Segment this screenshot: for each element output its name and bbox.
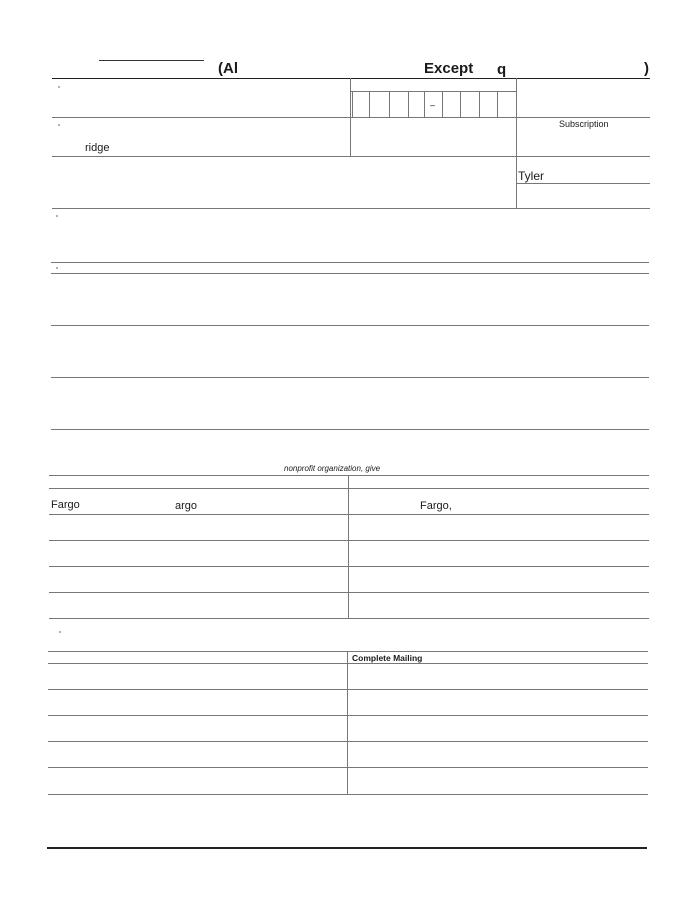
id-dash: – [430,100,436,110]
mark-dot [56,267,58,269]
top-block-row-2 [52,156,650,157]
section2-header-line [49,488,649,489]
tyler-underline [516,183,650,184]
header-title-part3: q [497,61,507,78]
id-cell-line [352,91,353,117]
blank-row-line [51,429,649,430]
subscription-label: Subscription [559,119,609,129]
mark-dot [58,86,60,88]
section2-row-line [49,566,649,567]
section2-top-line [49,475,649,476]
footer-rule [47,847,647,849]
top-short-line [99,60,204,61]
section3-column-divider [347,651,348,794]
header-title-close: ) [644,60,649,77]
mark-dot [59,631,61,633]
blank-row-line [51,262,649,263]
section2-row-line [49,514,649,515]
tyler-text: Tyler [518,169,545,183]
section3-row-line [48,741,648,742]
section3-row-line [48,689,648,690]
section3-row-line [48,715,648,716]
section2-row1-left-b: argo [175,500,198,512]
id-cell-line [389,91,390,117]
section3-column-header: Complete Mailing [352,653,423,663]
section2-row1-right: Fargo, [420,500,452,512]
section3-header-line [48,663,648,664]
mark-dot [58,124,60,126]
section3-top-line [48,651,648,652]
top-block-row-3 [52,208,650,209]
section2-row1-left-a: Fargo [51,499,80,511]
section2-row-line [49,592,649,593]
section2-row-line [49,540,649,541]
id-cell-line [497,91,498,117]
id-box-top [350,91,516,92]
blank-row-line [51,325,649,326]
id-cell-line [460,91,461,117]
mark-dot [56,215,58,217]
id-cell-line [424,91,425,117]
section2-column-divider [348,475,349,618]
id-cell-line [408,91,409,117]
id-cell-line [479,91,480,117]
top-block-row-1 [52,117,650,118]
id-cell-line [442,91,443,117]
blank-row-line [51,377,649,378]
section3-row-line [48,794,648,795]
id-cell-line [369,91,370,117]
top-block-divider-2 [516,78,517,208]
header-title-part1: (Al [218,60,238,77]
header-rule [52,78,650,79]
section3-row-line [48,767,648,768]
blank-row-line [51,273,649,274]
section2-caption: nonprofit organization, give [284,464,381,473]
ridge-text: ridge [85,142,110,154]
header-title-part2: Except [424,60,474,77]
section2-row-line [49,618,649,619]
